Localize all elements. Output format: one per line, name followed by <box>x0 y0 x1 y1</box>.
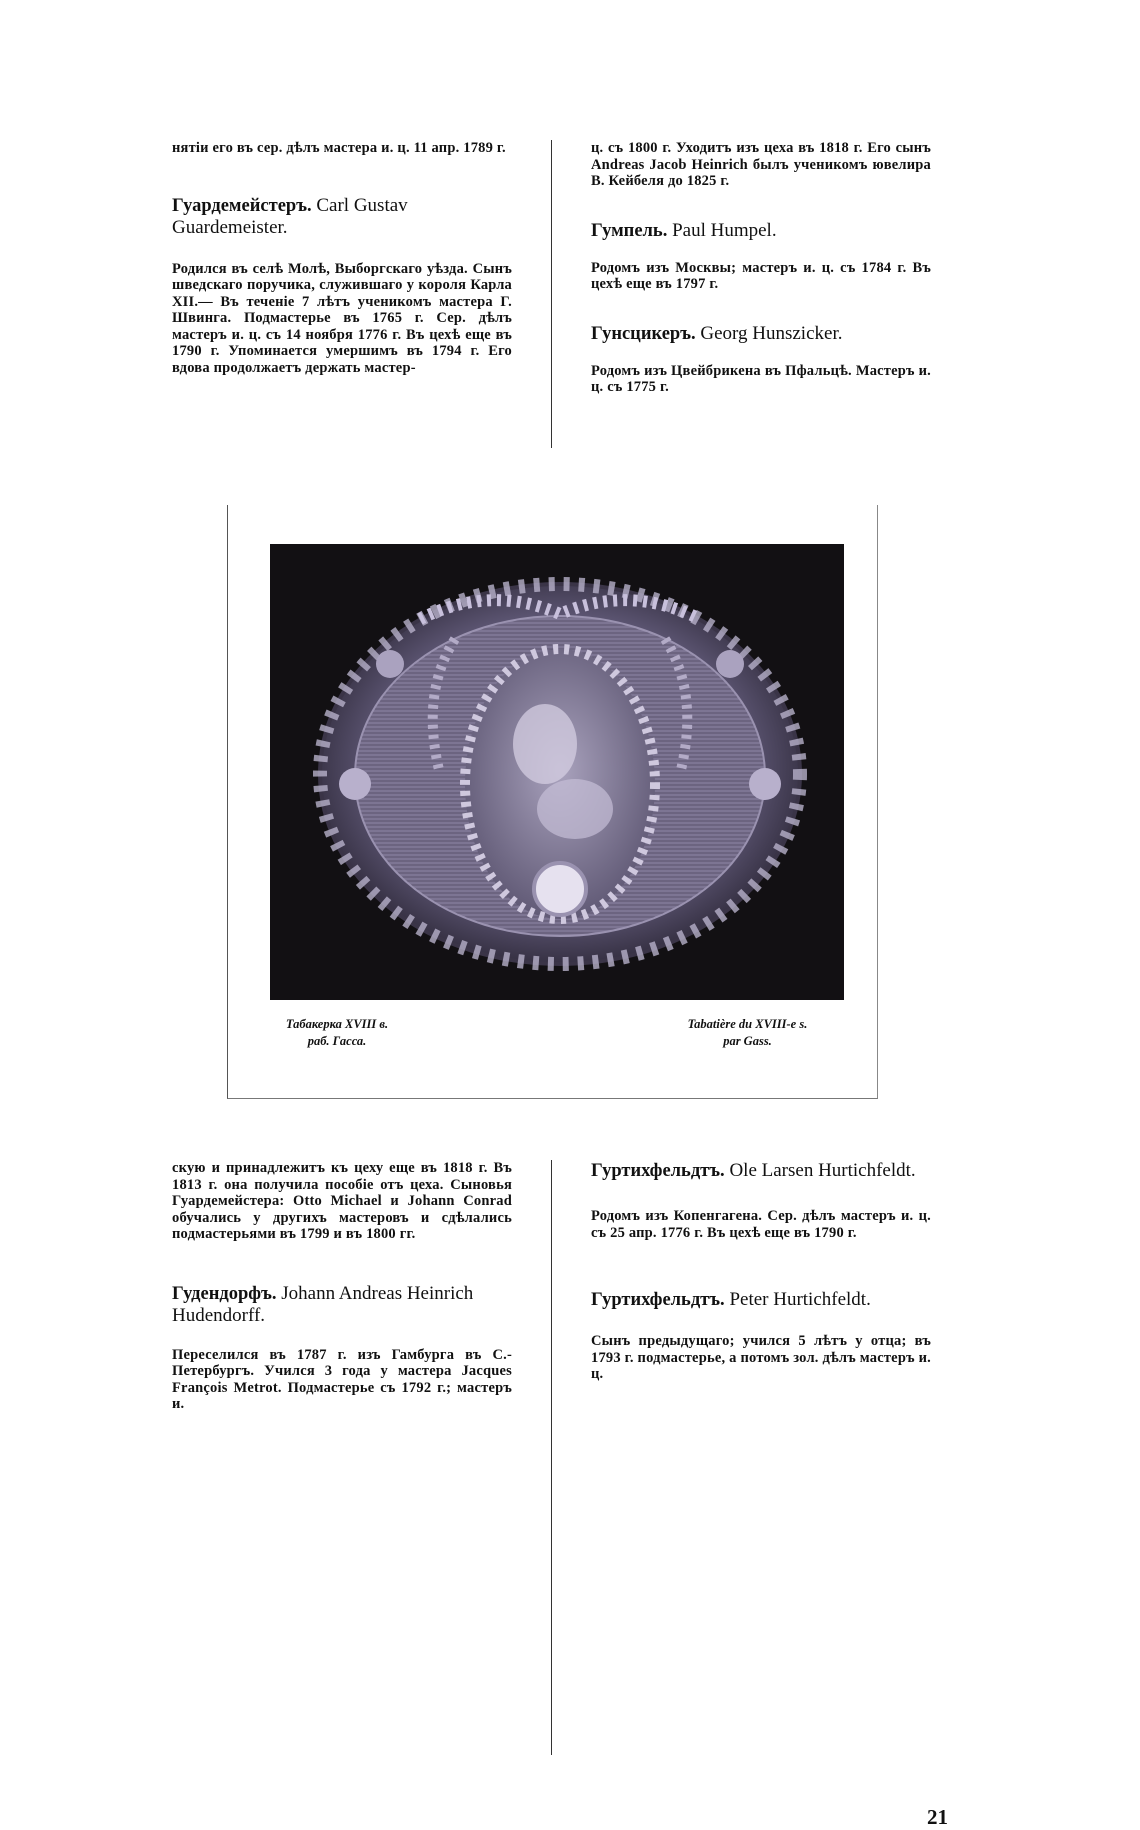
entry-name-ru: Гунсцикеръ. <box>591 323 696 344</box>
snuffbox-photo <box>270 544 844 1000</box>
bottom-right-column <box>591 1160 931 1383</box>
paragraph: Сынъ предыдущаго; учился 5 лѣтъ у отца; въ 1793 г. подмастерье, а потомъ зол. дѣлъ мастеръ и. ц. <box>591 1333 931 1382</box>
entry-name-latin: Johann Andreas Heinrich Hudendorff. <box>172 1282 474 1326</box>
top-right-column <box>591 140 931 396</box>
top-left-column <box>172 140 512 376</box>
entry-heading <box>591 323 931 345</box>
entry-name-ru: Гуртихфельдтъ. <box>591 1290 725 1310</box>
bottom-left-column <box>172 1160 512 1413</box>
paragraph: ц. съ 1800 г. Уходитъ изъ цеха въ 1818 г. Его сынъ Andreas Jacob Heinrich былъ ученикомъ ювелира В. Кейбеля до 1825 г. <box>591 140 931 189</box>
entry-name-ru: Гуртихфельдтъ. <box>591 1161 725 1181</box>
entry-name-latin: Ole Larsen Hurtichfeldt. <box>729 1160 916 1181</box>
entry-name-ru: Гудендорфъ. <box>172 1283 277 1304</box>
entry-name-ru: Гуардемейстеръ. <box>172 195 312 216</box>
entry-heading <box>591 1289 931 1311</box>
caption-russian <box>262 1016 412 1050</box>
entry-heading <box>591 1160 931 1182</box>
caption-line: Tabatière du XVIII-e s. <box>687 1017 808 1031</box>
paragraph: Родомъ изъ Москвы; мастеръ и. ц. съ 1784 г. Въ цехѣ еще въ 1797 г. <box>591 259 931 292</box>
entry-heading <box>172 195 512 239</box>
paragraph: нятіи его въ сер. дѣлъ мастера и. ц. 11 апр. 1789 г. <box>172 140 506 156</box>
entry-heading <box>172 1283 512 1327</box>
caption-french <box>655 1016 840 1050</box>
paragraph: Родомъ изъ Копенгагена. Сер. дѣлъ мастеръ и. ц. съ 25 апр. 1776 г. Въ цехѣ еще въ 1790 г. <box>591 1208 931 1241</box>
page-number: 21 <box>927 1805 948 1829</box>
entry-name-latin: Carl Gustav Guardemeister. <box>172 194 408 238</box>
paragraph: Переселился въ 1787 г. изъ Гамбурга въ С.-Петербургъ. Учился 3 года у мастера Jacques François Metrot. Подмастерье съ 1792 г.; мастеръ и. <box>172 1346 512 1412</box>
paragraph: Родомъ изъ Цвейбрикена въ Пфальцѣ. Мастеръ и. ц. съ 1775 г. <box>591 362 931 395</box>
column-divider <box>551 140 552 448</box>
caption-line: раб. Гасса. <box>307 1034 367 1048</box>
snuffbox-illustration <box>270 544 844 1000</box>
entry-heading <box>591 220 931 242</box>
caption-line: Табакерка XVIII в. <box>285 1017 389 1031</box>
caption-line: par Gass. <box>723 1034 772 1048</box>
entry-name-latin: Georg Hunszicker. <box>700 322 843 344</box>
entry-name-ru: Гумпель. <box>591 220 668 241</box>
column-divider <box>551 1160 552 1755</box>
entry-name-latin: Paul Humpel. <box>672 219 777 241</box>
paragraph: Родился въ селѣ Молѣ, Выборгскаго уѣзда. Сынъ шведскаго поручика, служившаго у короля Карла XII.— Въ теченіе 7 лѣтъ ученикомъ мастера Г. Швинга. Подмастерье въ 1765 г. Сер. дѣлъ мастеръ и. ц. съ 14 ноября 1776 г. Въ цехѣ еще въ 1790 г. Упоминается умершимъ въ 1794 г. Его вдова продолжаетъ держать мастер- <box>172 260 512 376</box>
paragraph: скую и принадлежитъ къ цеху еще въ 1818 г. Въ 1813 г. она получила пособіе отъ цеха. Сыновья Гуардемейстера: Otto Michael и Johann Conrad обучались у другихъ мастеровъ и сдѣлались подмастерьями въ 1799 и въ 1800 гг. <box>172 1160 512 1242</box>
entry-name-latin: Peter Hurtichfeldt. <box>729 1289 871 1310</box>
